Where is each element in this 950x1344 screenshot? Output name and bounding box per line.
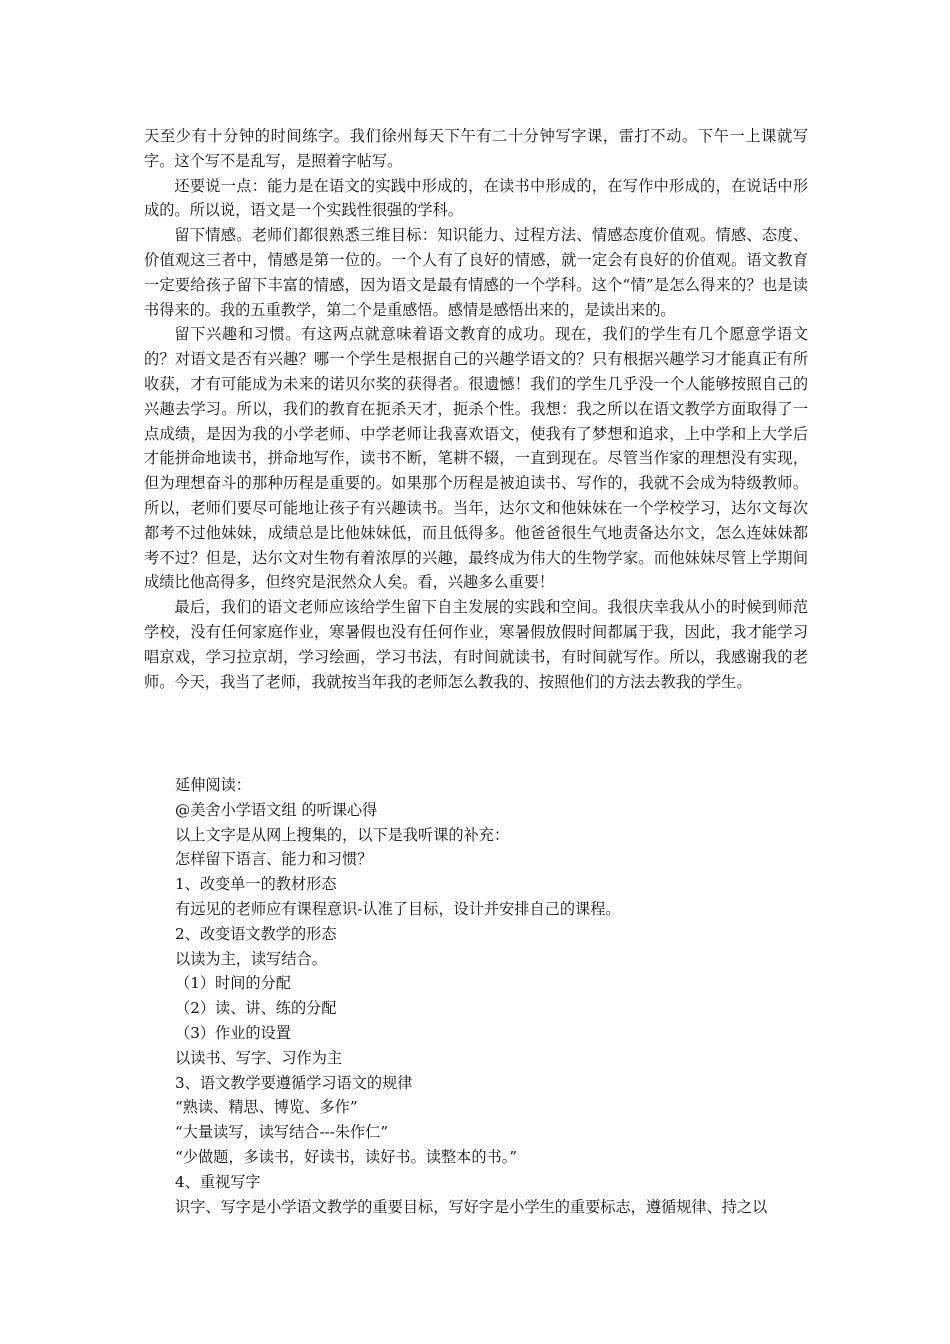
extended-subpoint: （1）时间的分配 bbox=[175, 974, 291, 993]
paragraph-autonomous-development: 最后，我们的语文老师应该给学生留下自主发展的实践和空间。我很庆幸我从小的时候到师范学校，没有任何家庭作业，寒暑假也没有任何作业，寒暑假放假时间都属于我，因此，我才能学习唱京戏，学习拉京胡，学习绘画，学习书法，有时间就读书，有时间就写作。所以，我感谢我的老师。今天，我当了老师，我就按当年我的老师怎么教我的、按照他们的方法去教我的学生。 bbox=[144, 598, 808, 691]
extended-point-2: 2、改变语文教学的形态 bbox=[175, 924, 337, 943]
extended-reading bbox=[175, 773, 815, 1219]
extended-point-3: 3、语文教学要遵循学习语文的规律 bbox=[175, 1073, 413, 1092]
extended-subpoint: （3）作业的设置 bbox=[175, 1023, 291, 1042]
paragraph-interest-habit: 留下兴趣和习惯。有这两点就意味着语文教育的成功。现在，我们的学生有几个愿意学语文的？对语文是否有兴趣？哪一个学生是根据自己的兴趣学语文的？只有根据兴趣学习才能真正有所收获，才有可能成为未来的诺贝尔奖的获得者。很遗憾！我们的学生几乎没一个人能够按照自己的兴趣去学习。所以，我们的教育在扼杀天才，扼杀个性。我想：我之所以在语文教学方面取得了一点成绩，是因为我的小学老师、中学老师让我喜欢语文，使我有了梦想和追求，上中学和上大学后才能拼命地读书，拼命地写作，读书不断，笔耕不辍，一直到现在。尽管当作家的理想没有实现，但为理想奋斗的那种历程是重要的。如果那个历程是被迫读书、写作的，我就不会成为特级教师。所以，老师们要尽可能地让孩子有兴趣读书。当年，达尔文和他妹妹在一个学校学习，达尔文每次都考不过他妹妹，成绩总是比他妹妹低，而且低得多。他爸爸很生气地责备达尔文，怎么连妹妹都考不过？但是，达尔文对生物有着浓厚的兴趣，最终成为伟大的生物学家。而他妹妹尽管上学期间成绩比他高得多，但终究是泯然众人矣。看，兴趣多么重要！ bbox=[144, 325, 808, 592]
extended-subpoint: （2）读、讲、练的分配 bbox=[175, 999, 337, 1018]
extended-line: 以读为主，读写结合。 bbox=[175, 949, 327, 968]
extended-quote: “少做题，多读书，好读书，读好书。读整本的书。” bbox=[175, 1147, 518, 1166]
extended-line: 以读书、写字、习作为主 bbox=[175, 1048, 343, 1067]
extended-question: 怎样留下语言、能力和习惯？ bbox=[175, 850, 373, 869]
paragraph-emotion: 留下情感。老师们都很熟悉三维目标：知识能力、过程方法、情感态度价值观。情感、态度、价值观这三者中，情感是第一位的。一个人有了良好的情感，就一定会有良好的价值观。语文教育一定要给孩子留下丰富的情感，因为语文是最有情感的一个学科。这个“情”是怎么得来的？也是读书得来的。我的五重教学，第二个是重感悟。感情是感悟出来的，是读出来的。 bbox=[144, 226, 808, 319]
extended-line: 有远见的老师应有课程意识-认准了目标，设计并安排自己的课程。 bbox=[175, 899, 621, 918]
extended-quote: “熟读、精思、博览、多作” bbox=[175, 1098, 358, 1117]
extended-source: @美舍小学语文组 的听课心得 bbox=[175, 800, 378, 819]
extended-heading: 延伸阅读： bbox=[175, 776, 251, 794]
extended-point-4: 4、重视写字 bbox=[175, 1172, 261, 1191]
extended-line: 识字、写字是小学语文教学的重要目标，写好字是小学生的重要标志，遵循规律、持之以 bbox=[175, 1197, 768, 1216]
main-body bbox=[144, 124, 808, 694]
extended-line: 以上文字是从网上搜集的，以下是我听课的补充： bbox=[175, 825, 510, 844]
extended-quote: “大量读写，读写结合---朱作仁” bbox=[175, 1123, 389, 1142]
extended-point-1: 1、改变单一的教材形态 bbox=[175, 875, 337, 894]
paragraph-practice-writing: 天至少有十分钟的时间练字。我们徐州每天下午有二十分钟写字课，雷打不动。下午一上课就写字。这个写不是乱写，是照着字帖写。 bbox=[144, 127, 808, 170]
paragraph-ability: 还要说一点：能力是在语文的实践中形成的，在读书中形成的，在写作中形成的，在说话中形成的。所以说，语文是一个实践性很强的学科。 bbox=[144, 176, 808, 220]
